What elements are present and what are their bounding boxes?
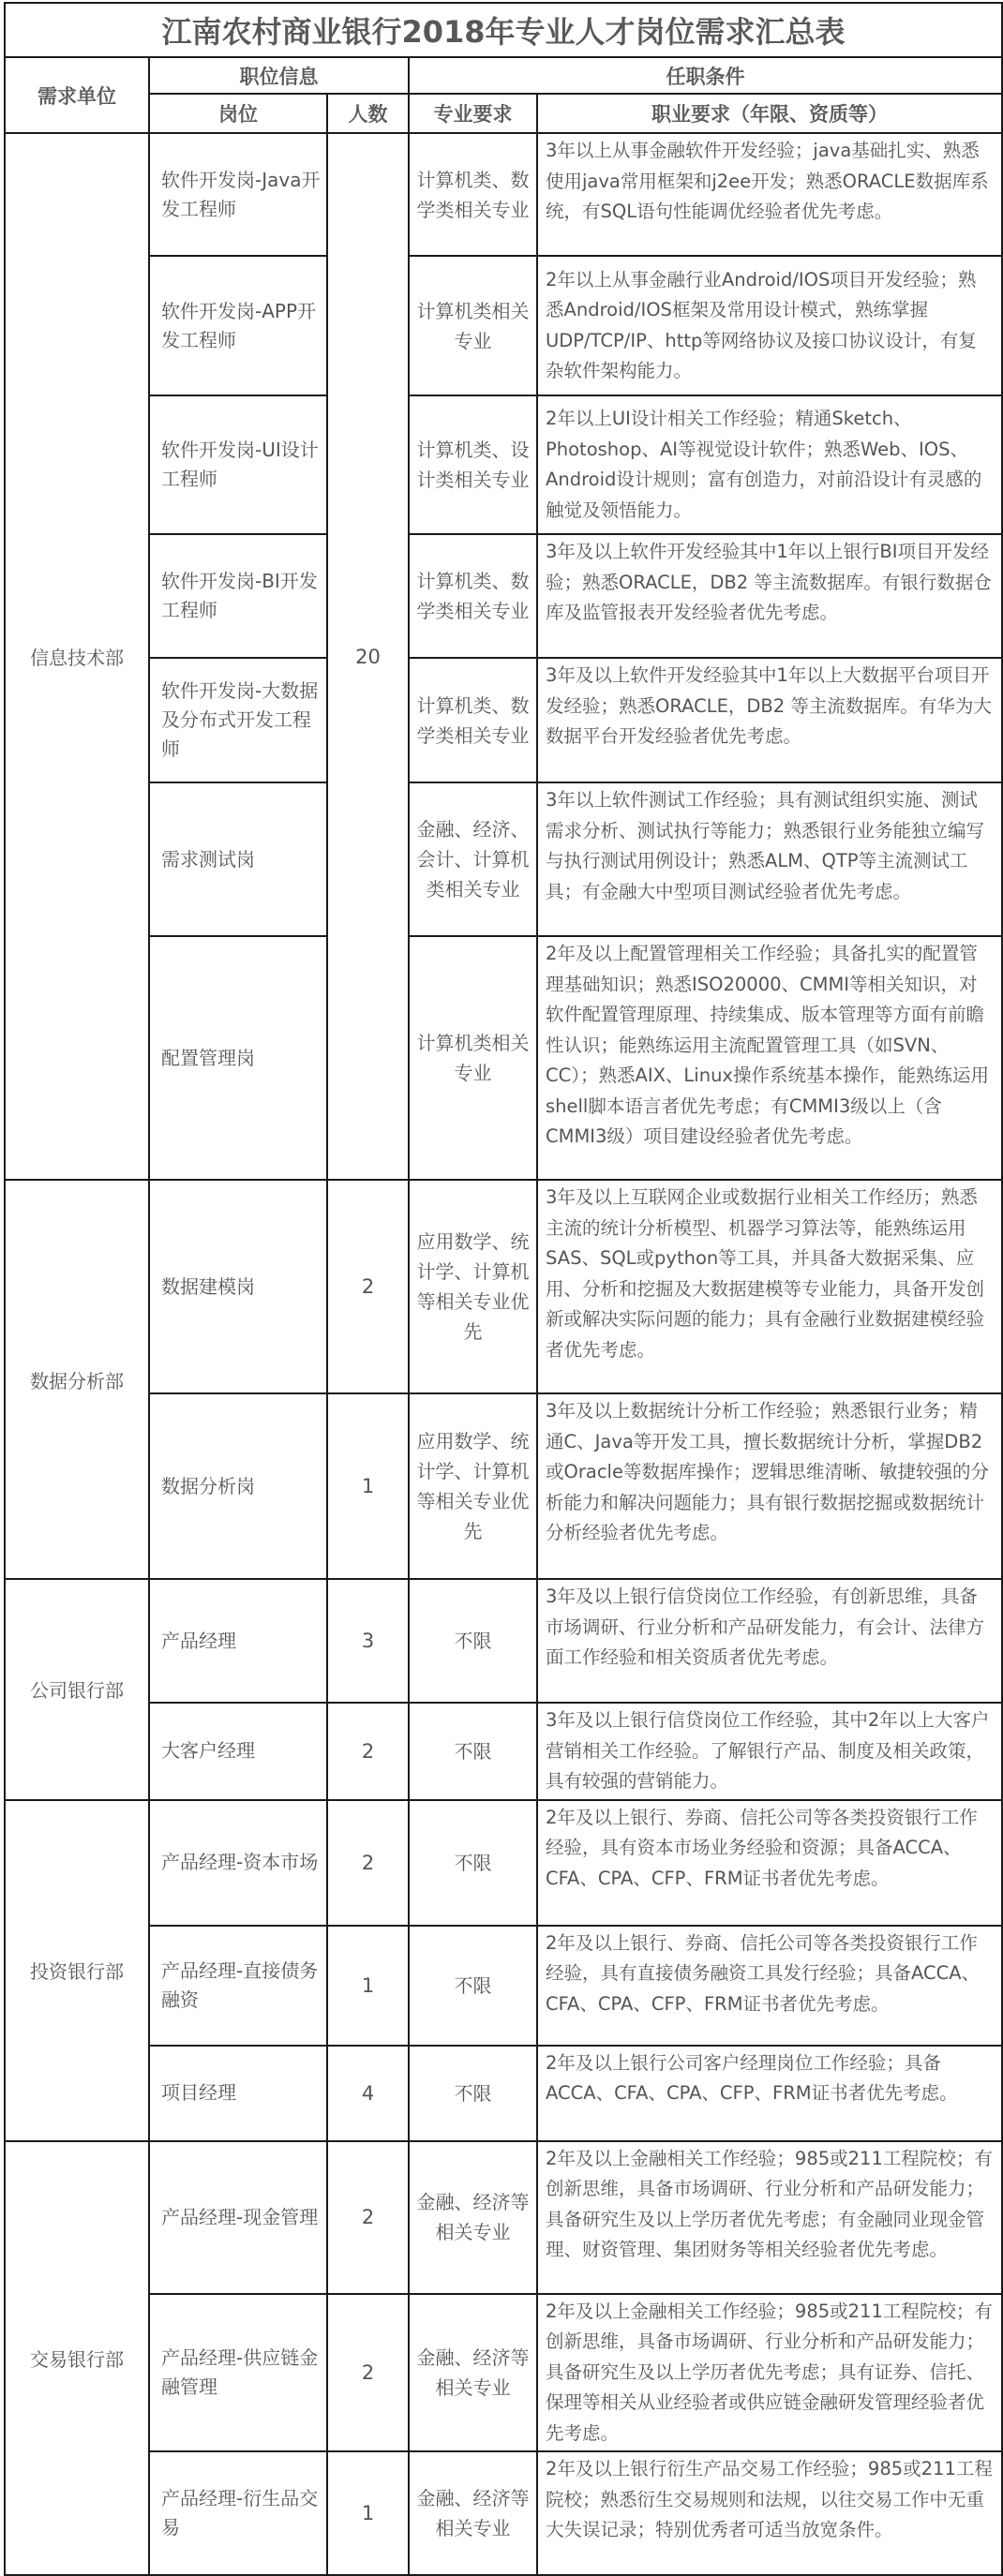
table-row [5,782,1002,936]
requirement-cell: 2年及以上银行、券商、信托公司等各类投资银行工作经验，具有资本市场业务经验和资源；具备ACCA、CFA、CPA、CFP、FRM证书者优先考虑。 [537,1800,1002,1926]
position-cell: 配置管理岗 [149,936,327,1180]
position-cell: 数据分析岗 [149,1393,327,1579]
header-major: 专业要求 [409,94,537,133]
position-cell: 产品经理 [149,1579,327,1703]
table-row [5,256,1002,395]
major-cell: 金融、经济等相关专业 [409,2451,537,2575]
requirement-cell: 3年及以上银行信贷岗位工作经验，其中2年以上大客户营销相关工作经验。了解银行产品、制度及相关政策，具有较强的营销能力。 [537,1703,1002,1800]
position-cell: 产品经理-现金管理 [149,2141,327,2294]
table-row [5,395,1002,534]
requirement-cell: 3年及以上软件开发经验其中1年以上银行BI项目开发经验；熟悉ORACLE，DB2 等主流数据库。有银行数据仓库及监管报表开发经验者优先考虑。 [537,534,1002,658]
requirement-cell: 3年以上从事金融软件开发经验；java基础扎实、熟悉使用java常用框架和j2ee开发；熟悉ORACLE数据库系统，有SQL语句性能调优经验者优先考虑。 [537,133,1002,256]
count-cell: 1 [327,1393,409,1579]
position-cell: 产品经理-衍生品交易 [149,2451,327,2575]
count-cell: 2 [327,2294,409,2452]
major-cell: 计算机类相关专业 [409,256,537,395]
count-cell: 1 [327,1926,409,2046]
position-cell: 产品经理-直接债务融资 [149,1926,327,2046]
major-cell: 计算机类、数学类相关专业 [409,133,537,256]
job-demand-table [4,2,1003,2576]
table-row [5,1926,1002,2046]
major-cell: 计算机类、数学类相关专业 [409,534,537,658]
major-cell: 不限 [409,1926,537,2046]
position-cell: 软件开发岗-BI开发工程师 [149,534,327,658]
table-row [5,1703,1002,1800]
count-cell: 2 [327,1800,409,1926]
header-dept: 需求单位 [5,57,149,133]
table-row [5,1180,1002,1393]
header-requirements: 任职条件 [409,57,1002,94]
position-cell: 需求测试岗 [149,782,327,936]
requirement-cell: 3年及以上数据统计分析工作经验；熟悉银行业务；精通C、Java等开发工具，擅长数据统计分析，掌握DB2或Oracle等数据库操作；逻辑思维清晰、敏捷较强的分析能力和解决问题能力；具有银行数据挖掘或数据统计分析经验者优先考虑。 [537,1393,1002,1579]
position-cell: 软件开发岗-Java开发工程师 [149,133,327,256]
table-row [5,2294,1002,2452]
table-row [5,936,1002,1180]
requirement-cell: 2年以上从事金融行业Android/IOS项目开发经验；熟悉Android/IOS框架及常用设计模式，熟练掌握UDP/TCP/IP、http等网络协议及接口协议设计，有复杂软件架构能力。 [537,256,1002,395]
dept-cell: 公司银行部 [5,1579,149,1800]
dept-cell: 信息技术部 [5,133,149,1180]
position-cell: 软件开发岗-UI设计工程师 [149,395,327,534]
major-cell: 计算机类、设计类相关专业 [409,395,537,534]
major-cell: 不限 [409,2046,537,2141]
major-cell: 金融、经济、会计、计算机类相关专业 [409,782,537,936]
count-cell: 1 [327,2451,409,2575]
table-row [5,1393,1002,1579]
header-position-info: 职位信息 [149,57,409,94]
requirement-cell: 2年及以上银行、券商、信托公司等各类投资银行工作经验，具有直接债务融资工具发行经验；具备ACCA、CFA、CPA、CFP、FRM证书者优先考虑。 [537,1926,1002,2046]
major-cell: 应用数学、统计学、计算机等相关专业优先 [409,1180,537,1393]
count-cell: 4 [327,2046,409,2141]
table-row [5,2141,1002,2294]
requirement-cell: 2年及以上银行公司客户经理岗位工作经验；具备ACCA、CFA、CPA、CFP、FRM证书者优先考虑。 [537,2046,1002,2141]
dept-cell: 投资银行部 [5,1800,149,2141]
table-row [5,133,1002,256]
requirement-cell: 2年及以上银行衍生产品交易工作经验；985或211工程院校；熟悉衍生交易规则和法规，以往交易工作中无重大失误记录；特别优秀者可适当放宽条件。 [537,2451,1002,2575]
count-cell: 3 [327,1579,409,1703]
table-row [5,2451,1002,2575]
header-count: 人数 [327,94,409,133]
table-row [5,1800,1002,1926]
requirement-cell: 2年及以上金融相关工作经验；985或211工程院校；有创新思维，具备市场调研、行业分析和产品研发能力；具备研究生及以上学历者优先考虑；具有证券、信托、保理等相关从业经验者或供应链金融研发管理经验者优先考虑。 [537,2294,1002,2452]
header-position: 岗位 [149,94,327,133]
table-row [5,658,1002,782]
major-cell: 不限 [409,1703,537,1800]
position-cell: 产品经理-供应链金融管理 [149,2294,327,2452]
requirement-cell: 2年及以上配置管理相关工作经验；具备扎实的配置管理基础知识；熟悉ISO20000、CMMI等相关知识，对软件配置管理原理、持续集成、版本管理等方面有前瞻性认识；能熟练运用主流配置管理工具（如SVN、CC）；熟悉AIX、Linux操作系统基本操作，能熟练运用shell脚本语言者优先考虑；有CMMI3级以上（含CMMI3级）项目建设经验者优先考虑。 [537,936,1002,1180]
header-career: 职业要求（年限、资质等） [537,94,1002,133]
count-cell: 20 [327,133,409,1180]
position-cell: 软件开发岗-大数据及分布式开发工程师 [149,658,327,782]
dept-cell: 数据分析部 [5,1180,149,1579]
major-cell: 计算机类、数学类相关专业 [409,658,537,782]
requirement-cell: 3年及以上软件开发经验其中1年以上大数据平台项目开发经验；熟悉ORACLE，DB2 等主流数据库。有华为大数据平台开发经验者优先考虑。 [537,658,1002,782]
major-cell: 不限 [409,1800,537,1926]
position-cell: 数据建模岗 [149,1180,327,1393]
position-cell: 软件开发岗-APP开发工程师 [149,256,327,395]
table-row [5,534,1002,658]
requirement-cell: 3年以上软件测试工作经验；具有测试组织实施、测试需求分析、测试执行等能力；熟悉银行业务能独立编写与执行测试用例设计；熟悉ALM、QTP等主流测试工具；有金融大中型项目测试经验者优先考虑。 [537,782,1002,936]
job-demand-sheet [4,2,1001,2576]
major-cell: 应用数学、统计学、计算机等相关专业优先 [409,1393,537,1579]
major-cell: 金融、经济等相关专业 [409,2141,537,2294]
table-title: 江南农村商业银行2018年专业人才岗位需求汇总表 [5,3,1002,57]
major-cell: 金融、经济等相关专业 [409,2294,537,2452]
requirement-cell: 3年及以上银行信贷岗位工作经验，有创新思维，具备市场调研、行业分析和产品研发能力，有会计、法律方面工作经验和相关资质者优先考虑。 [537,1579,1002,1703]
table-row [5,1579,1002,1703]
dept-cell: 交易银行部 [5,2141,149,2576]
count-cell: 2 [327,2141,409,2294]
requirement-cell: 2年及以上金融相关工作经验；985或211工程院校；有创新思维，具备市场调研、行业分析和产品研发能力；具备研究生及以上学历者优先考虑；有金融同业现金管理、财资管理、集团财务等相关经验者优先考虑。 [537,2141,1002,2294]
requirement-cell: 2年以上UI设计相关工作经验；精通Sketch、Photoshop、AI等视觉设计软件；熟悉Web、IOS、Android设计规则；富有创造力，对前沿设计有灵感的触觉及领悟能力。 [537,395,1002,534]
position-cell: 大客户经理 [149,1703,327,1800]
count-cell: 2 [327,1703,409,1800]
table-row [5,2046,1002,2141]
count-cell: 2 [327,1180,409,1393]
major-cell: 不限 [409,1579,537,1703]
major-cell: 计算机类相关专业 [409,936,537,1180]
position-cell: 项目经理 [149,2046,327,2141]
position-cell: 产品经理-资本市场 [149,1800,327,1926]
requirement-cell: 3年及以上互联网企业或数据行业相关工作经历；熟悉主流的统计分析模型、机器学习算法等，能熟练运用SAS、SQL或python等工具，并具备大数据采集、应用、分析和挖掘及大数据建模等专业能力，具备开发创新或解决实际问题的能力；具有金融行业数据建模经验者优先考虑。 [537,1180,1002,1393]
